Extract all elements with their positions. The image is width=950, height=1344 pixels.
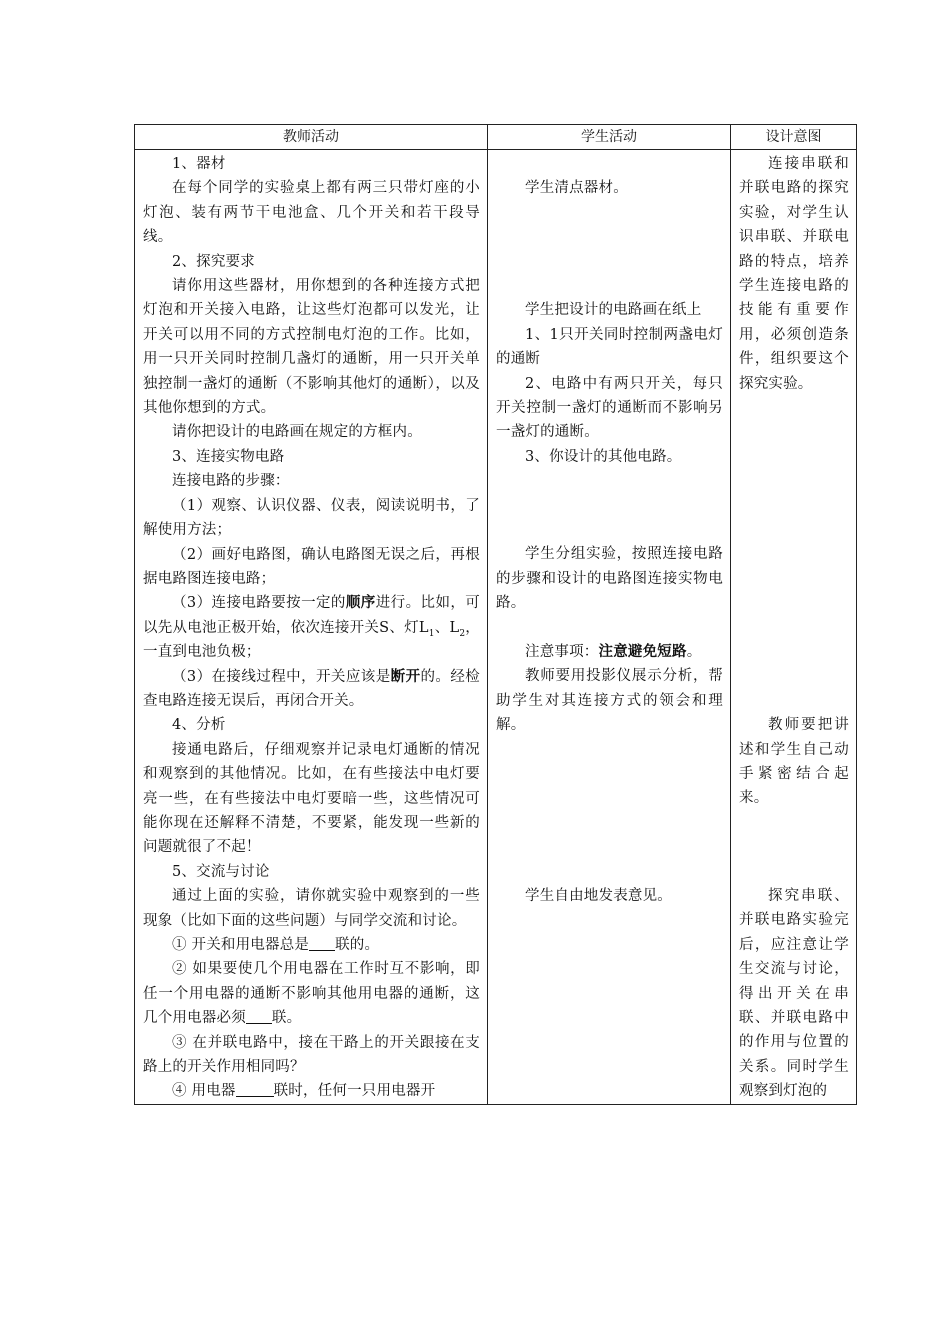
teacher-activity-cell bbox=[135, 150, 488, 1105]
design-text-2: 教师要把讲述和学生自己动手紧密结合起来。 bbox=[739, 717, 849, 807]
student-text-8: 教师要用投影仪展示分析，帮助学生对其连接方式的领会和理解。 bbox=[496, 668, 723, 734]
student-text-2: 学生把设计的电路画在纸上 bbox=[525, 302, 702, 319]
answer-blank bbox=[236, 1082, 274, 1097]
section-5-text: 通过上面的实验，请你就实验中观察到的一些现象（比如下面的这些问题）与同学交流和讨论。 bbox=[143, 888, 480, 929]
keyword-order: 顺序 bbox=[345, 594, 376, 612]
section-1-title: 1、器材 bbox=[172, 156, 226, 172]
section-4-text: 接通电路后，仔细观察并记录电灯通断的情况和观察到的其他情况。比如，在有些接法中电灯要亮一些，在有些接法中电灯要暗一些，这些情况可能你现在还解释不清楚，不要紧，能发现一些新的问题就很了不起！ bbox=[143, 741, 480, 856]
header-teacher-activity: 教师活动 bbox=[135, 125, 488, 150]
question-4: ④ 用电器 联时，任何一只用电器开 bbox=[172, 1083, 436, 1100]
student-activity-cell bbox=[488, 150, 731, 1105]
student-text-4: 2、电路中有两只开关，每只开关控制一盏灯的通断而不影响另一盏灯的通断。 bbox=[496, 375, 723, 441]
question-3: ③ 在并联电路中，接在干路上的开关跟接在支路上的开关作用相同吗？ bbox=[143, 1034, 480, 1076]
header-student-activity: 学生活动 bbox=[488, 125, 731, 150]
section-4-title: 4、分析 bbox=[172, 717, 226, 734]
student-text-6: 学生分组实验，按照连接电路的步骤和设计的电路图连接实物电路。 bbox=[496, 546, 723, 612]
student-text-9: 学生自由地发表意见。 bbox=[525, 887, 672, 904]
question-1: ① 开关和用电器总是 联的。 bbox=[172, 937, 380, 953]
question-2: ② 如果要使几个用电器在工作时互不影响，即任一个用电器的通断不影响其他用电器的通断，这几个用电器必须 联。 bbox=[143, 961, 480, 1027]
section-5-title: 5、交流与讨论 bbox=[172, 863, 270, 880]
design-text-1: 连接串联和并联电路的探究实验，对学生认识串联、并联电路的特点，培养学生连接电路的技能有重要作用，必须创造条件，组织要这个探究实验。 bbox=[739, 156, 849, 392]
answer-blank bbox=[309, 936, 335, 951]
student-text-3: 1、1只开关同时控制两盏电灯的通断 bbox=[496, 326, 723, 368]
section-3-step-2: （2）画好电路图，确认电路图无误之后，再根据电路图连接电路； bbox=[143, 546, 480, 587]
design-text-3: 探究串联、并联电路实验完后，应注意让学生交流与讨论，得出开关在串联、并联电路中的作用与位置的关系。同时学生观察到灯泡的 bbox=[739, 887, 849, 1100]
student-text-7: 注意事项：注意避免短路。 bbox=[525, 642, 702, 660]
content-row bbox=[135, 150, 857, 1105]
section-1-text: 在每个同学的实验桌上都有两三只带灯座的小灯泡、装有两节干电池盒、几个开关和若干段导线。 bbox=[143, 180, 480, 246]
answer-blank bbox=[246, 1009, 272, 1024]
section-3-step-4: （3）在接线过程中，开关应该是断开的。经检查电路连接无误后，再闭合开关。 bbox=[143, 667, 480, 709]
header-row bbox=[135, 125, 857, 150]
keyword-open: 断开 bbox=[390, 667, 421, 685]
section-2-text: 请你用这些器材，用你想到的各种连接方式把灯泡和开关接入电路，让这些灯泡都可以发光，让开关可以用不同的方式控制电灯泡的工作。比如，用一只开关同时控制几盏灯的通断，用一只开关单独控制一盏灯的通断（不影响其他灯的通断），以及其他你想到的方式。 bbox=[143, 278, 480, 417]
design-intent-cell bbox=[731, 150, 857, 1105]
student-text-1: 学生清点器材。 bbox=[525, 180, 628, 197]
section-2-text-2: 请你把设计的电路画在规定的方框内。 bbox=[172, 424, 422, 441]
section-3-steps-heading: 连接电路的步骤： bbox=[172, 473, 290, 490]
header-design-intent: 设计意图 bbox=[731, 125, 857, 150]
section-2-title: 2、探究要求 bbox=[172, 253, 255, 270]
lesson-plan-table bbox=[134, 124, 857, 1105]
section-3-step-3: （3）连接电路要按一定的顺序进行。比如，可以先从电池正极开始，依次连接开关S、灯$L_1$、$L_2$，一直到电池负极； bbox=[143, 594, 481, 661]
section-3-step-1: （1）观察、认识仪器、仪表，阅读说明书，了解使用方法； bbox=[143, 497, 480, 539]
student-text-5: 3、你设计的其他电路。 bbox=[525, 448, 682, 465]
section-3-title: 3、连接实物电路 bbox=[172, 448, 285, 465]
keyword-short-circuit: 注意避免短路 bbox=[598, 642, 687, 660]
